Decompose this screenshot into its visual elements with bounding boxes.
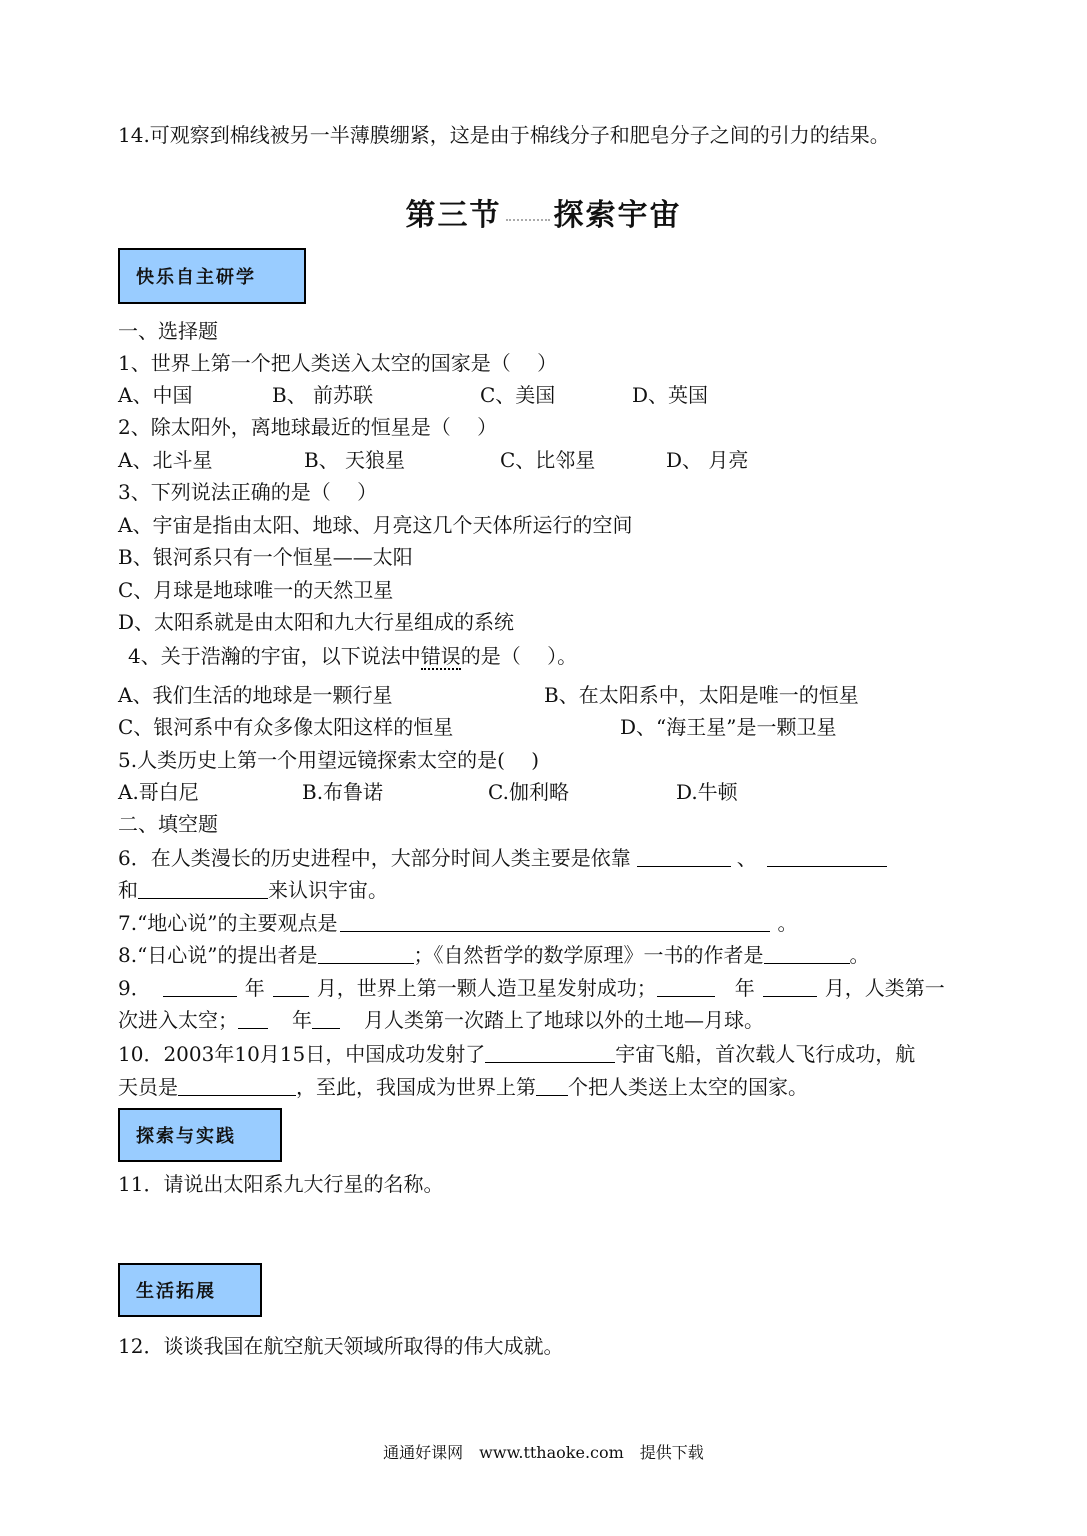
section-box-extension: 生活拓展 — [118, 1263, 262, 1317]
q5-option-a: A.哥白尼 — [118, 780, 199, 804]
question-1-options — [118, 382, 978, 408]
q9-blank-year2[interactable] — [657, 976, 715, 997]
q7-text: 7.“地心说”的主要观点是 — [118, 911, 338, 935]
q2-option-a: A、北斗星 — [118, 448, 213, 472]
q6-blank-1[interactable] — [637, 846, 731, 867]
q9-line2-c: 月人类第一次踏上了地球以外的土地—月球。 — [364, 1008, 764, 1032]
question-9-line1 — [118, 975, 945, 1001]
question-14-text: 14.可观察到棉线被另一半薄膜绷紧，这是由于棉线分子和肥皂分子之间的引力的结果。 — [118, 123, 890, 147]
section-box-self-study: 快乐自主研学 — [118, 248, 306, 304]
q6-text-a: 6．在人类漫长的历史进程中，大部分时间人类主要是依靠 — [118, 846, 631, 870]
q9-number: 9． — [118, 976, 151, 1000]
q6-separator: 、 — [736, 846, 757, 870]
q7-blank[interactable] — [340, 911, 770, 932]
q5-option-d: D.牛顿 — [676, 780, 738, 804]
q3-option-b: B、银河系只有一个恒星——太阳 — [118, 545, 413, 569]
q6-blank-3[interactable] — [138, 878, 268, 899]
q9-line2-b: 年 — [292, 1008, 312, 1032]
q10-text-e: 个把人类送上太空的国家。 — [568, 1075, 808, 1099]
q9-year2-label: 年 — [734, 976, 755, 1000]
q2-option-b: B、 天狼星 — [304, 448, 406, 472]
question-7-line — [118, 910, 798, 936]
title-part-left: 第三节 — [405, 198, 502, 233]
q4-option-c: C、银河系中有众多像太阳这样的恒星 — [118, 715, 454, 739]
q1-option-b: B、 前苏联 — [272, 383, 374, 407]
q10-text-a: 10．2003年10月15日，中国成功发射了 — [118, 1042, 486, 1066]
section-choice-heading: 一、选择题 — [118, 319, 218, 343]
q10-text-d: ，至此，我国成为世界上第 — [296, 1075, 536, 1099]
q4-option-d: D、“海王星”是一颗卫星 — [620, 715, 837, 739]
q9-blank-year3[interactable] — [238, 1008, 268, 1029]
question-5-options — [118, 779, 978, 805]
question-4-options-row2 — [118, 714, 978, 740]
section-box-practice: 探索与实践 — [118, 1108, 282, 1162]
question-2-text: 2、除太阳外，离地球最近的恒星是（ ） — [118, 415, 498, 439]
q7-end: 。 — [777, 911, 798, 935]
question-10-line1 — [118, 1041, 915, 1067]
q1-option-d: D、英国 — [632, 383, 709, 407]
q4-option-b: B、在太阳系中，太阳是唯一的恒星 — [544, 683, 859, 707]
q10-blank-rank[interactable] — [536, 1075, 568, 1096]
q1-option-c: C、美国 — [480, 383, 556, 407]
q6-text-b: 和 — [118, 878, 138, 902]
q4-text-pre: 4、关于浩瀚的宇宙，以下说法中 — [128, 644, 421, 668]
q6-blank-2[interactable] — [767, 846, 887, 867]
q10-blank-astronaut[interactable] — [178, 1075, 296, 1096]
page-footer: 通通好课网 www.tthaoke.com 提供下载 — [383, 1443, 704, 1462]
question-9-line2 — [118, 1007, 764, 1033]
q3-option-c: C、月球是地球唯一的天然卫星 — [118, 578, 394, 602]
question-6-line1 — [118, 845, 887, 871]
q2-option-c: C、比邻星 — [500, 448, 596, 472]
q9-year-label: 年 — [244, 976, 265, 1000]
q3-option-a: A、宇宙是指由太阳、地球、月亮这几个天体所运行的空间 — [118, 513, 633, 537]
q9-blank-month3[interactable] — [312, 1008, 340, 1029]
q5-option-b: B.布鲁诺 — [302, 780, 384, 804]
question-8-line — [118, 942, 870, 968]
q9-blank-month2[interactable] — [763, 976, 817, 997]
question-4-options-row1 — [118, 682, 978, 708]
q9-line2-a: 次进入太空； — [118, 1008, 238, 1032]
question-1-text: 1、世界上第一个把人类送入太空的国家是（ ） — [118, 351, 558, 375]
q4-option-a: A、我们生活的地球是一颗行星 — [118, 683, 393, 707]
q6-text-c: 来认识宇宙。 — [268, 878, 388, 902]
q9-blank-month1[interactable] — [273, 976, 309, 997]
q10-text-c: 天员是 — [118, 1075, 178, 1099]
question-11-text: 11．请说出太阳系九大行星的名称。 — [118, 1172, 444, 1196]
title-dotted-gap — [506, 219, 550, 221]
question-10-line2 — [118, 1074, 808, 1100]
q2-option-d: D、 月亮 — [666, 448, 749, 472]
q8-blank-1[interactable] — [318, 943, 414, 964]
q4-text-post: 的是（ ）。 — [460, 644, 578, 668]
question-6-line2 — [118, 877, 388, 903]
q3-option-d: D、太阳系就是由太阳和九大行星组成的系统 — [118, 610, 515, 634]
q8-blank-2[interactable] — [764, 943, 850, 964]
question-5-text: 5.人类历史上第一个用望远镜探索太空的是( ) — [118, 748, 540, 772]
q9-blank-year1[interactable] — [163, 976, 237, 997]
q8-end: 。 — [849, 943, 870, 967]
q9-month-text: 月，世界上第一颗人造卫星发射成功； — [316, 976, 657, 1000]
q1-option-a: A、中国 — [118, 383, 193, 407]
q10-blank-ship[interactable] — [485, 1042, 615, 1063]
section-fill-heading: 二、填空题 — [118, 812, 218, 836]
question-2-options — [118, 447, 978, 473]
page-title — [0, 196, 1087, 236]
q4-emphasis-word: 错误 — [420, 644, 461, 668]
title-part-right: 探索宇宙 — [553, 198, 682, 233]
q5-option-c: C.伽利略 — [488, 780, 569, 804]
question-4-text — [128, 643, 577, 669]
q8-text-b: ；《自然哲学的数学原理》一书的作者是 — [413, 943, 764, 967]
q8-text-a: 8.“日心说”的提出者是 — [118, 943, 318, 967]
q10-text-b: 宇宙飞船，首次载人飞行成功，航 — [615, 1042, 916, 1066]
q9-month2-text: 月，人类第一 — [824, 976, 945, 1000]
question-12-text: 12．谈谈我国在航空航天领域所取得的伟大成就。 — [118, 1334, 564, 1358]
question-3-text: 3、下列说法正确的是（ ） — [118, 480, 378, 504]
